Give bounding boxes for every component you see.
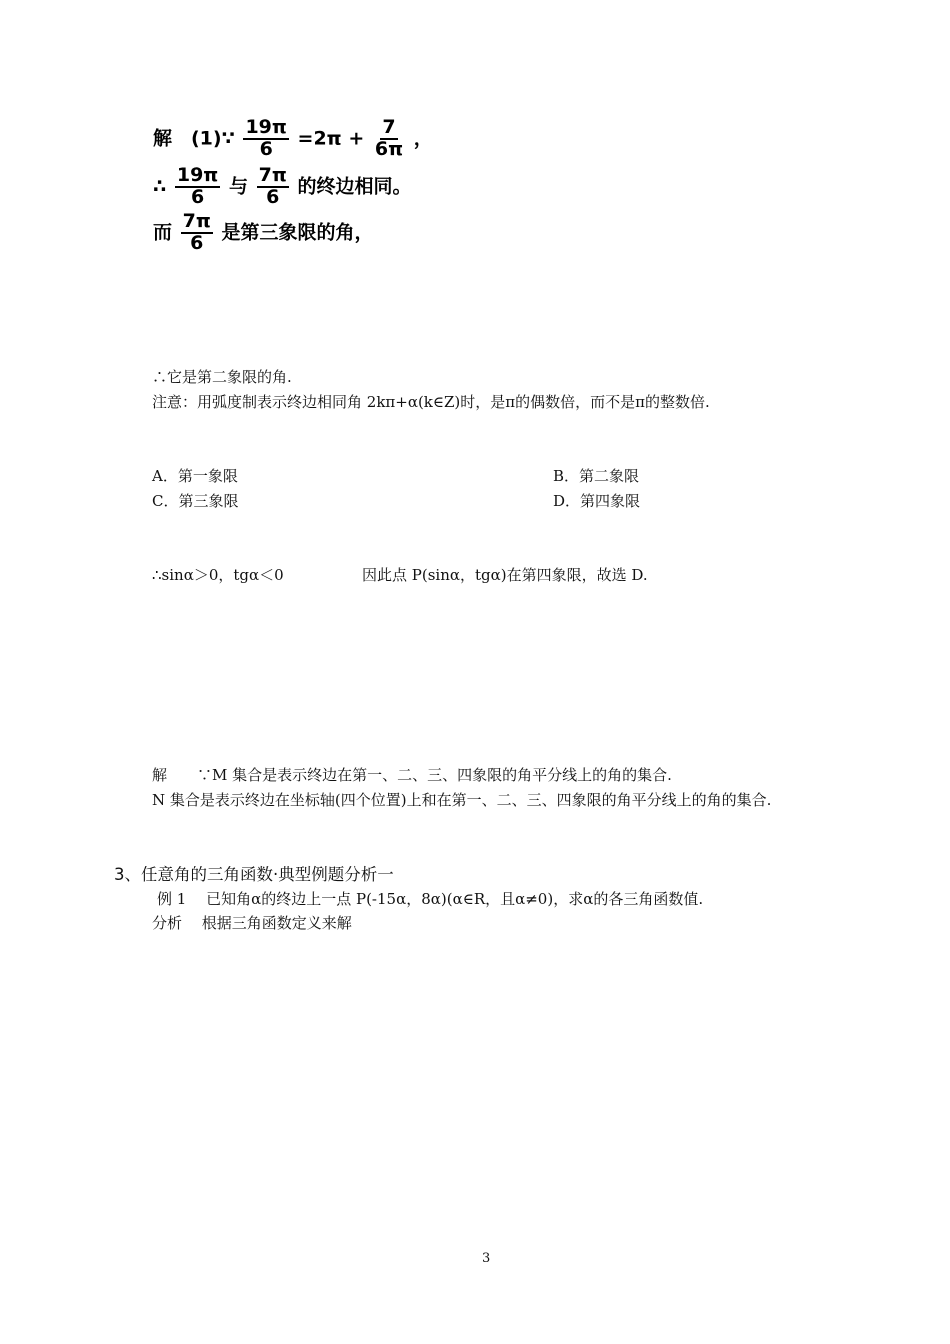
analysis-line: 分析 根据三角函数定义来解 [152, 914, 352, 932]
and-word: 与 [228, 175, 248, 198]
solution-prefix: 解 (1)∵ [153, 127, 235, 150]
comma: ， [413, 127, 433, 150]
fraction-7-over-6pi: $\frac{7}{6\pi}$ [374, 116, 404, 160]
note-line: 注意：用弧度制表示终边相同角 2kπ+α(k∈Z)时，是π的偶数倍，而不是π的整数倍. [152, 393, 710, 411]
same-terminal-side-text: 的终边相同。 [297, 175, 412, 198]
third-quadrant-text: 是第三象限的角， [221, 221, 374, 244]
example-1: 例 1 已知角α的终边上一点 P(-15α，8α)(α∈R，且α≠0)，求α的各三角函数值. [157, 890, 704, 908]
option-b: B．第二象限 [553, 467, 640, 485]
solution-line-3 [153, 212, 374, 254]
fraction-19pi-over-6-b: $\frac{19\pi}{6}$ [176, 164, 219, 208]
option-d: D．第四象限 [553, 492, 641, 510]
therefore-symbol: ∴ [153, 175, 167, 198]
second-quadrant-line: ∴它是第二象限的角. [152, 368, 292, 386]
er-word: 而 [153, 221, 173, 244]
option-a: A．第一象限 [152, 467, 238, 485]
point-quadrant-conclusion: 因此点 P(sinα，tgα)在第四象限，故选 D. [362, 566, 648, 584]
page-number: 3 [482, 1251, 491, 1266]
fraction-7pi-over-6-b: $\frac{7\pi}{6}$ [182, 210, 211, 254]
option-c: C．第三象限 [152, 492, 239, 510]
set-m-solution: 解 ∵M 集合是表示终边在第一、二、三、四象限的角平分线上的角的集合. [152, 766, 672, 784]
solution-line-1 [153, 118, 433, 160]
set-n-solution: N 集合是表示终边在坐标轴(四个位置)上和在第一、二、三、四象限的角平分线上的角的集合. [152, 791, 772, 809]
section-heading: 3、任意角的三角函数·典型例题分析一 [114, 865, 394, 884]
sin-tg-inequality: ∴sinα＞0，tgα＜0 [152, 566, 284, 584]
equation-rhs: =2π + [297, 127, 365, 150]
fraction-7pi-over-6: $\frac{7\pi}{6}$ [258, 164, 287, 208]
solution-line-2 [153, 166, 412, 208]
fraction-19pi-over-6: $\frac{19\pi}{6}$ [245, 116, 287, 160]
